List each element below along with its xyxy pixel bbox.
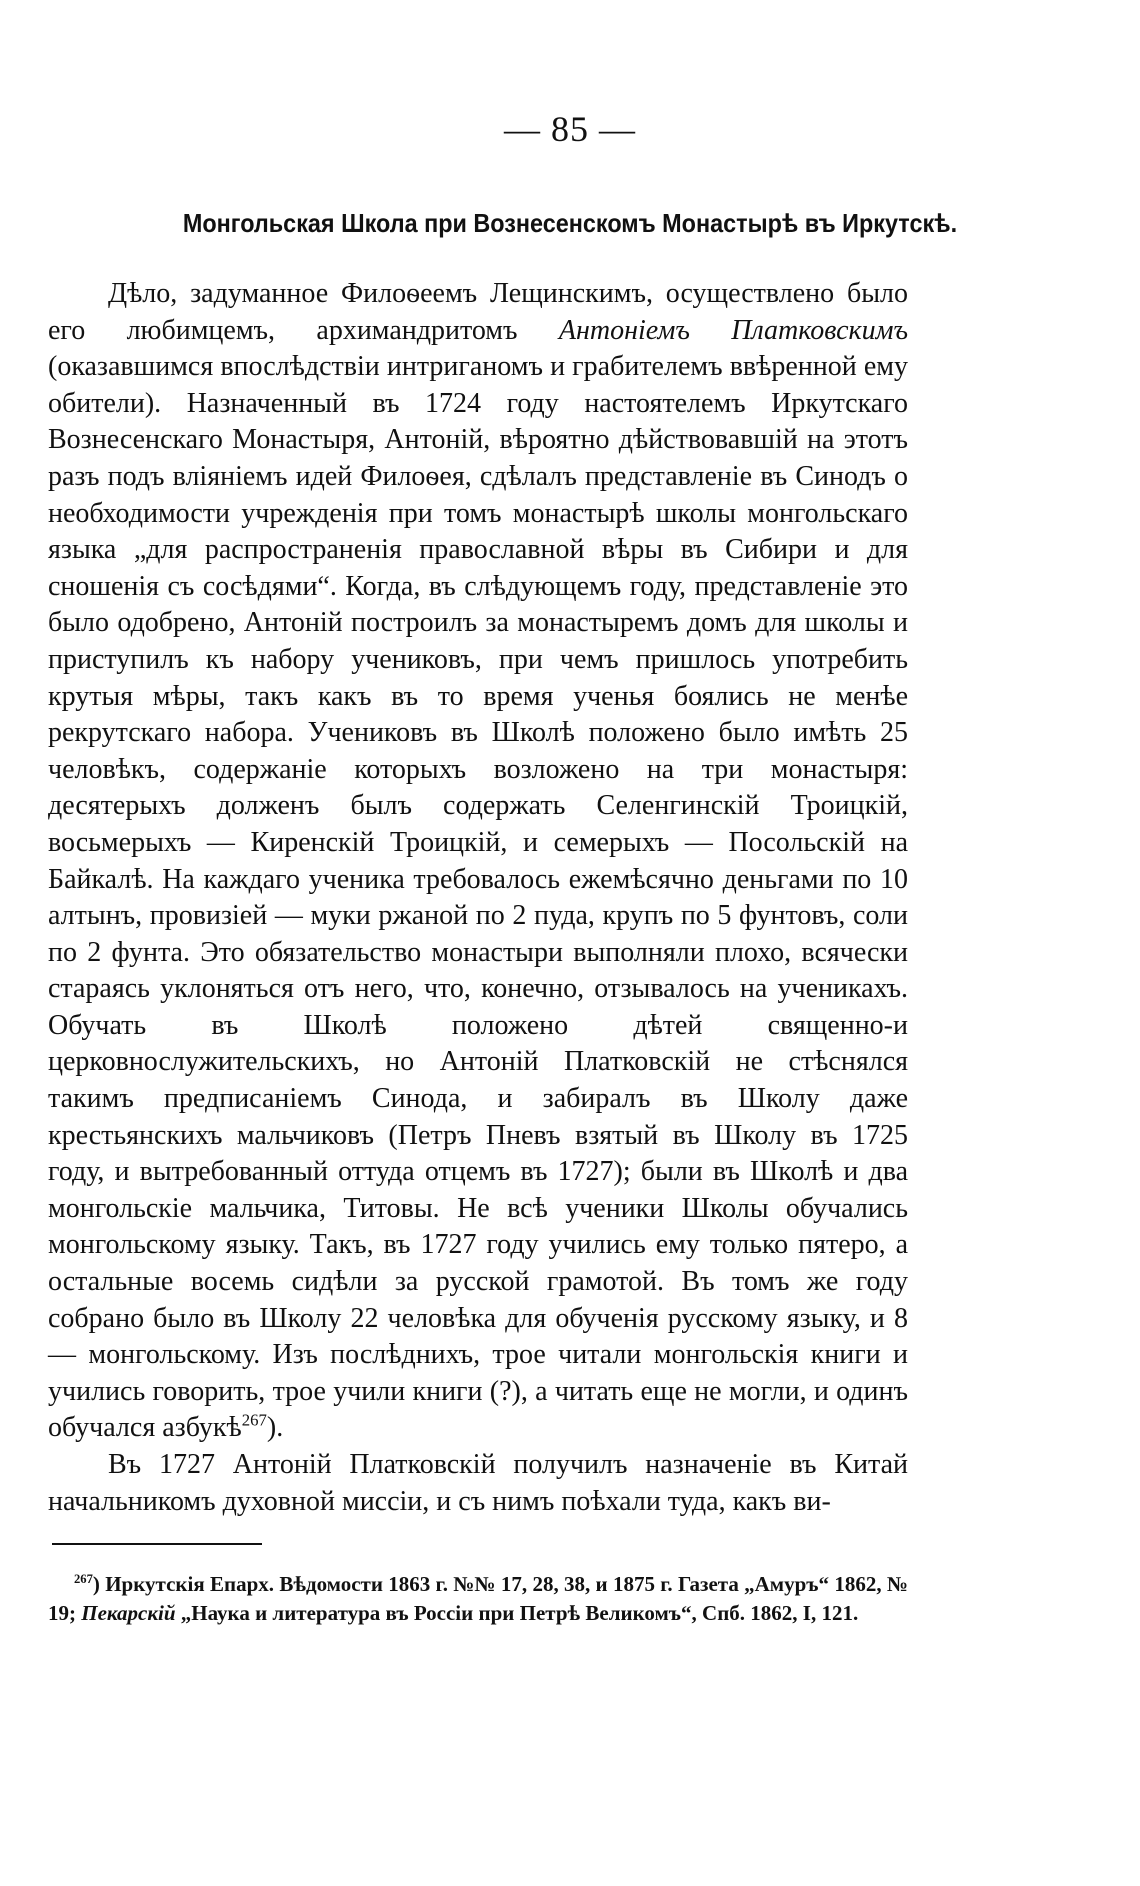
- footnote-author-italic: Пекарскій: [81, 1601, 176, 1625]
- footnote-267: [48, 1570, 908, 1628]
- body-text: [48, 276, 908, 1520]
- section-heading: Монгольская Школа при Вознесенскомъ Монастырѣ въ Иркутскѣ.: [182, 208, 958, 238]
- footnote-reference: 267: [241, 1411, 267, 1431]
- paragraph-1-text-start: Дѣло, задуманное Филоѳеемъ Лещинскимъ, осуществлено было его любимцемъ, архимандритомъ: [48, 278, 908, 346]
- footnotes: [48, 1570, 908, 1628]
- paragraph-2: Въ 1727 Антоній Платковскій получилъ назначеніе въ Китай начальникомъ духовной миссіи, и съ нимъ поѣхали туда, какъ ви-: [48, 1449, 908, 1517]
- footnote-divider: [52, 1543, 262, 1545]
- page-number: — 85 —: [504, 109, 636, 149]
- footnote-text-start: ) Иркутскія Епарх. Вѣдомости 1863 г. №№ 17, 28, 38, и 1875 г. Газета „Амуръ“ 1862, № 19;: [48, 1572, 908, 1625]
- paragraph-1: [48, 276, 908, 1447]
- paragraph-1-text-end: ).: [266, 1412, 284, 1444]
- footnote-mark: 267: [74, 1572, 93, 1586]
- author-name-italic: Антоніемъ Платковскимъ: [558, 314, 908, 346]
- paragraph-1-text-main: (оказавшимся впослѣдствіи интриганомъ и грабителемъ ввѣренной ему обители). Назначенный въ 1724 году настоятелемъ Иркутскаго Вознесенскаго Монастыря, Антоній, вѣроятно дѣйствовавшій на этотъ разъ подъ вліяніемъ идей Филоѳея, сдѣлалъ представленіе въ Синодъ о необходимости учрежденія при томъ монастырѣ школы монгольскаго языка „для распространенія православной вѣры въ Сибири и для сношенія съ сосѣдями“. Когда, въ слѣдующемъ году, представленіе это было одобрено, Антоній построилъ за монастыремъ домъ для школы и приступилъ къ набору учениковъ, при чемъ пришлось употребить крутыя мѣры, такъ какъ въ то время ученья боялись не менѣе рекрутскаго набора. Учениковъ въ Школѣ положено было имѣть 25 человѣкъ, содержаніе которыхъ возложено на три монастыря: десятерыхъ долженъ былъ содержать Селенгинскій Троицкій, восьмерыхъ — Киренскій Троицкій, и семерыхъ — Посольскій на Байкалѣ. На каждаго ученика требовалось ежемѣсячно деньгами по 10 алтынъ, провизіей — муки ржаной по 2 пуда, крупъ по 5 фунтовъ, соли по 2 фунта. Это обязательство монастыри выполняли плохо, всячески стараясь уклоняться отъ него, что, конечно, отзывалось на ученикахъ. Обучать въ Школѣ положено дѣтей священно-и церковнослужительскихъ, но Антоній Платковскій не стѣснялся такимъ предписаніемъ Синода, и забиралъ въ Школу даже крестьянскихъ мальчиковъ (Петръ Пневъ взятый въ Школу въ 1725 году, и вытребованный оттуда отцемъ въ 1727); были въ Школѣ и два монгольскіе мальчика, Титовы. Не всѣ ученики Школы обучались монгольскому языку. Такъ, въ 1727 году учились ему только пятеро, а остальные восемь сидѣли за русской грамотой. Въ томъ же году собрано было въ Школу 22 человѣка для обученія русскому языку, и 8 — монгольскому. Изъ послѣднихъ, трое читали монгольскія книги и учились говорить, трое учили книги (?), а читать еще не могли, и одинъ обучался азбукѣ: [48, 351, 908, 1444]
- footnote-text-end: „Наука и литература въ Россіи при Петрѣ Великомъ“, Спб. 1862, I, 121.: [175, 1601, 859, 1625]
